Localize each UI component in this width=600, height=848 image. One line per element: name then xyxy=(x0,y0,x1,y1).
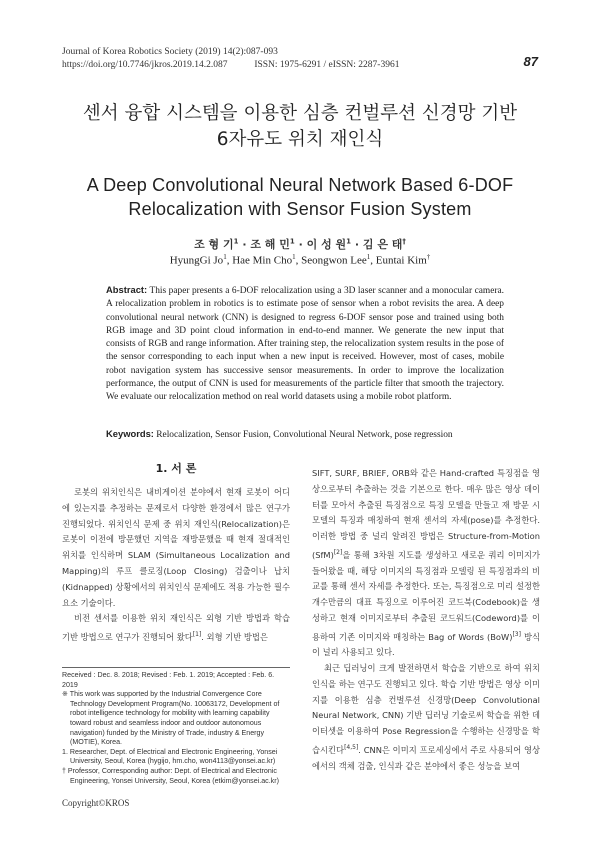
left-column xyxy=(62,485,290,646)
title-korean-line1: 센서 융합 시스템을 이용한 심층 컨벌루션 신경망 기반 xyxy=(82,103,518,124)
received-dates: Received : Dec. 8. 2018; Revised : Feb. 1. 2019; Accepted : Feb. 6. 2019 xyxy=(62,671,275,689)
copyright: Copyright©KROS xyxy=(62,798,130,808)
author-ko: 김 은 태 xyxy=(362,238,403,251)
keywords xyxy=(106,428,504,440)
abstract xyxy=(106,283,504,405)
author-en: Hae Min Cho xyxy=(232,254,293,267)
title-english-line1: A Deep Convolutional Neural Network Based 6-DOF xyxy=(86,175,514,195)
page-number: 87 xyxy=(523,54,538,69)
funding-note: ※ This work was supported by the Industrial Convergence Core Technology Development Program(No. 10063172, Development of robot intelligence technology for mobility with learning capability toward robust and seamless indoor and outdoor autonomous navigation) funded by the Ministry of Trade, industry & Energy (MOTIE), Korea. xyxy=(62,690,280,747)
footnotes xyxy=(62,671,290,786)
author-en: HyungGi Jo xyxy=(169,254,224,267)
issn: ISSN: 1975-6291 / eISSN: 2287-3961 xyxy=(254,60,400,70)
footnote-divider xyxy=(62,667,290,668)
abstract-label: Abstract: xyxy=(106,284,148,295)
doi-line xyxy=(62,59,399,72)
section-heading: 1. 서 론 xyxy=(155,462,197,475)
paragraph: SIFT, SURF, BRIEF, ORB와 같은 Hand-crafted 특징점을 영상으로부터 추출하는 것을 기본으로 한다. 매우 많은 영상 데이터를 모아서 추출된 특징점으로 특징 모델을 만들고 재 방문 시 모델의 특징과 매칭하여 현재 센서의 자세(pose)를 추정한다. 이러한 방법 중 널리 알려진 방법은 Structure-from-Motion (SfM)[2]을 통해 3차원 지도를 생성하고 새로운 쿼리 이미지가 들어왔을 때, 해당 이미지의 특징점과 모델링 된 특징점과의 비교를 통해 센서 자세를 추정한다. 또는, 특징점으로 미리 설정한 개수만큼의 대표 특징으로 이루어진 코드북(Codebook)을 생성하고 현재 이미지로부터 추출된 코드워드(Codeword)를 이용하여 기존 이미지와 매칭하는 Bag of Words (BoW)[3] 방식이 널리 사용되고 있다. xyxy=(312,468,540,658)
corresponding-author-note: † Professor, Corresponding author: Dept. of Electrical and Electronic Engineering, Yonsei University, Seoul, Korea (etkim@yonsei.ac.kr) xyxy=(62,766,279,785)
title-english-line2: Relocalization with Sensor Fusion System xyxy=(128,199,472,219)
author-ko: 이 성 원 xyxy=(306,238,347,251)
paragraph: 비전 센서를 이용한 위치 재인식은 외형 기반 방법과 학습 기반 방법으로 연구가 진행되어 왔다[1]. 외형 기반 방법은 xyxy=(62,613,290,642)
authors-english: HyungGi Jo$^1$, Hae Min Cho$^1$, Seongwon Lee$^1$, Euntai Kim† xyxy=(169,253,431,267)
doi-link[interactable]: https://doi.org/10.7746/jkros.2019.14.2.087 xyxy=(62,60,228,70)
abstract-text: This paper presents a 6-DOF relocalization using a 3D laser scanner and a monocular camera. A relocalization problem in robotics is to estimate pose of sensor when a robot revisits the area. A deep convolutional neural network (CNN) is designed to regress 6-DOF sensor pose and trained using both RGB image and 3D point cloud information in end-to-end manner. We generate the new input that consists of RGB and range information. After training step, the relocalization system results in the pose of the sensor corresponding to each input when a new input is received. However, most of cases, mobile robot navigation system has successive sensor measurements. In order to improve the localization performance, the output of CNN is used for measurements of the particle filter that smooth the trajectory. We evaluate our relocalization method on real world datasets using a mobile robot platform. xyxy=(106,286,504,403)
affiliation-note: 1. Researcher, Dept. of Electrical and Electronic Engineering, Yonsei University, Seoul, Korea (hygijo, hm.cho, won4113@yonsei.ac.kr) xyxy=(62,747,278,766)
keywords-text: Relocalization, Sensor Fusion, Convolutional Neural Network, pose regression xyxy=(156,430,453,440)
journal-citation: Journal of Korea Robotics Society (2019) 14(2):087-093 xyxy=(62,47,278,57)
title-korean-line2: 6자유도 위치 재인식 xyxy=(216,129,384,150)
author-en: Seongwon Lee xyxy=(301,254,367,267)
author-ko: 조 형 기 xyxy=(194,238,234,251)
keywords-label: Keywords: xyxy=(106,428,154,439)
authors-korean: 조 형 기$^1$ · 조 해 민$^1$ · 이 성 원$^1$ · 김 은 태† xyxy=(194,237,406,251)
right-column xyxy=(312,466,540,774)
author-ko: 조 해 민 xyxy=(250,238,290,251)
paragraph: 로봇의 위치인식은 내비게이션 분야에서 현재 로봇이 어디에 있는지를 추정하는 문제로서 다양한 환경에서 많은 연구가 진행되었다. 위치인식 문제 중 위치 재인식(Relocalization)은 로봇이 이전에 방문했던 지역을 재방문했을 때 현재 절대적인 위치를 인식하며 SLAM (Simultaneous Localization and Mapping)의 루프 클로징(Loop Closing) 검출이나 납치(Kidnapped) 상황에서의 위치인식 문제에도 적용 가능한 필수 요소 기술이다. xyxy=(62,487,290,608)
paragraph: 최근 딥러닝이 크게 발전하면서 학습을 기반으로 하여 위치인식을 하는 연구도 진행되고 있다. 학습 기반 방법은 영상 이미지를 이용한 심층 컨벌루션 신경망(Deep Convolutional Neural Network, CNN) 기반 딥러닝 기술로써 학습을 위한 데이터셋을 이용하여 Pose Regression을 수행하는 신경망을 학습시킨다[4,5]. CNN은 이미지 프로세싱에서 주로 사용되어 영상에서의 객체 검출, 인식과 같은 분야에서 좋은 성능을 보여 xyxy=(312,663,540,771)
author-en: Euntai Kim xyxy=(375,254,427,267)
